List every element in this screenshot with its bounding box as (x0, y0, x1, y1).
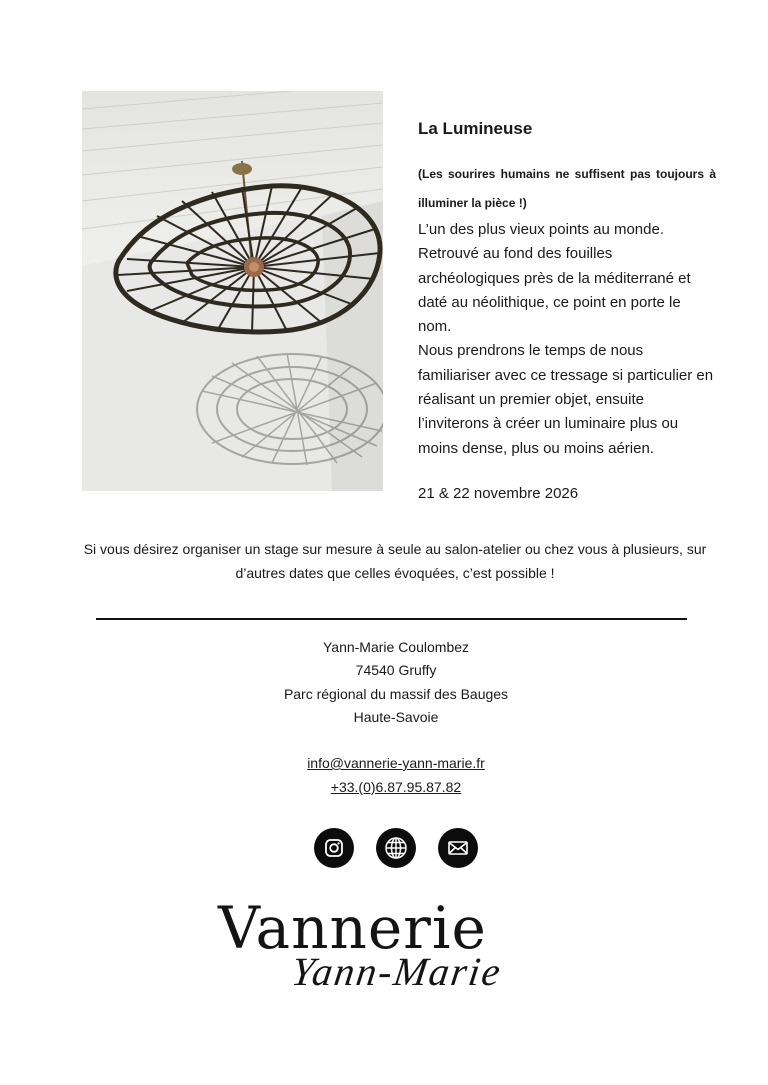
woven-lamp-illustration (82, 91, 383, 491)
mail-icon (447, 837, 469, 859)
workshop-subtitle: (Les sourires humains ne suffisent pas toujours à illuminer la pièce !) (418, 167, 716, 210)
workshop-description (418, 116, 716, 506)
instagram-button[interactable] (314, 828, 354, 868)
phone-link[interactable]: +33.(0)6.87.95.87.82 (330, 778, 462, 795)
logo-wordmark: Vannerie (218, 894, 487, 962)
section-divider (96, 618, 687, 620)
workshop-paragraph-1: L’un des plus vieux points au monde. Retrouvé au fond des fouilles archéologiques près de la méditerrané et daté au néolithique, ce point en porte le nom. (418, 221, 691, 336)
email-link[interactable]: info@vannerie-yann-marie.fr (307, 755, 485, 771)
workshop-paragraph-2: Nous prendrons le temps de nous familiariser avec ce tressage si particulier en réalisant un premier objet, ensuite l’inviterons à créer un luminaire plus ou moins dense, plus ou moins aérien. (418, 342, 714, 457)
contact-block (196, 752, 596, 799)
brand-logo (200, 888, 590, 1018)
website-button[interactable] (376, 828, 416, 868)
workshop-title: La Lumineuse (418, 119, 533, 138)
address-region: Parc régional du massif des Bauges (283, 685, 509, 702)
logo-script: Yann-Marie (288, 949, 505, 994)
workshop-date: 21 & 22 novembre 2026 (418, 484, 579, 502)
address-city: 74540 Gruffy (355, 662, 437, 679)
social-links (314, 828, 478, 868)
address-block (196, 636, 596, 729)
globe-icon (384, 836, 408, 860)
contact-name: Yann-Marie Coulombez (322, 639, 470, 655)
instagram-icon (324, 838, 344, 858)
custom-workshop-note: Si vous désirez organiser un stage sur mesure à seule au salon-atelier ou chez vous à plusieurs, sur d’autres dates que celles évoquées, c’est possible ! (83, 541, 707, 581)
address-department: Haute-Savoie (353, 708, 439, 725)
lamp-photo (82, 91, 383, 491)
email-button[interactable] (438, 828, 478, 868)
